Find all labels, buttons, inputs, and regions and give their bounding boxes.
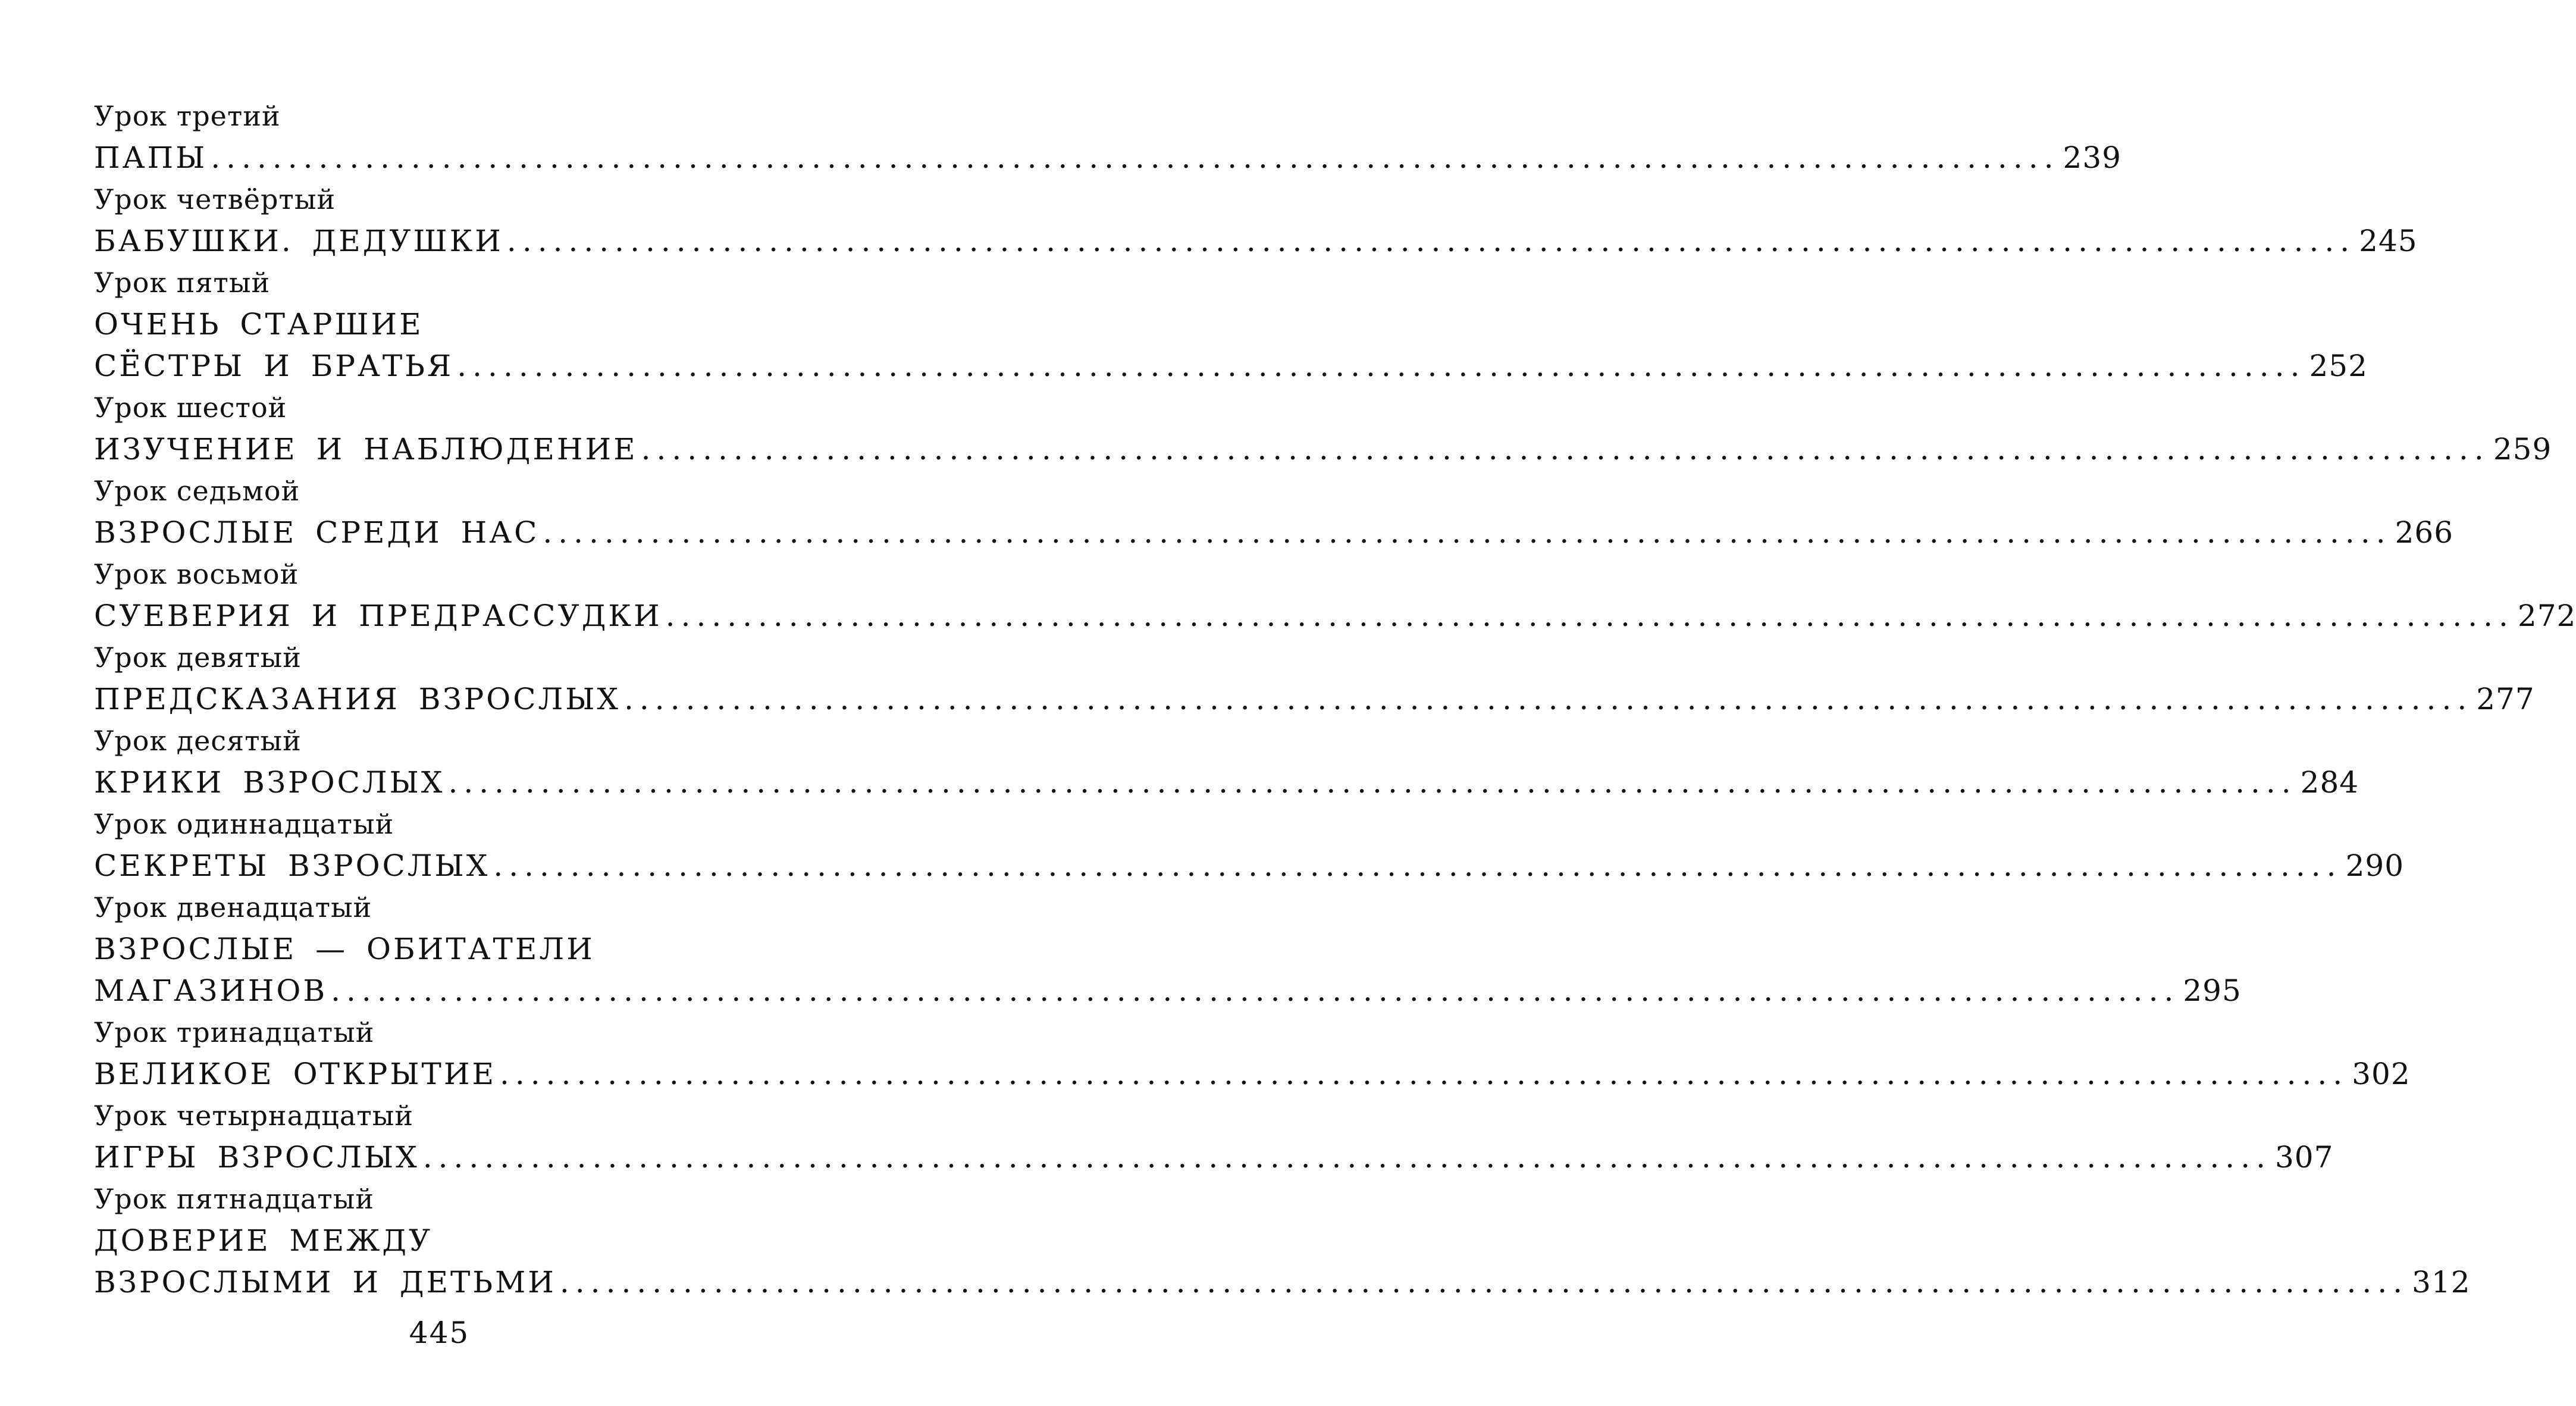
chapter-title: ВЗРОСЛЫЕ СРЕДИ НАС xyxy=(94,515,540,550)
chapter-title-line: ВЗРОСЛЫЕ — ОБИТАТЕЛИ xyxy=(94,932,595,966)
dot-leader: ........................................................................................................................ xyxy=(457,349,2306,383)
lesson-label: Урок седьмой xyxy=(94,475,300,507)
lesson-label: Урок шестой xyxy=(94,392,287,424)
chapter-title: КРИКИ ВЗРОСЛЫХ xyxy=(94,765,445,800)
chapter-title-row[interactable] xyxy=(94,220,2418,262)
chapter-page-number: 252 xyxy=(2309,349,2368,383)
dot-leader: ........................................................................................................................ xyxy=(331,973,2180,1008)
chapter-title: СЕКРЕТЫ ВЗРОСЛЫХ xyxy=(94,848,490,883)
chapter-title: ПРЕДСКАЗАНИЯ ВЗРОСЛЫХ xyxy=(94,682,621,716)
lesson-label: Урок одиннадцатый xyxy=(94,808,394,840)
toc-entry xyxy=(94,470,2454,553)
lesson-label: Урок двенадцатый xyxy=(94,891,372,923)
toc-entry xyxy=(94,637,2535,720)
dot-leader: ........................................................................................................................ xyxy=(559,1265,2409,1299)
chapter-page-number: 277 xyxy=(2476,682,2535,716)
lesson-label: Урок девятый xyxy=(94,641,302,674)
lesson-label: Урок десятый xyxy=(94,725,302,757)
chapter-page-number: 284 xyxy=(2300,765,2359,800)
toc-entry xyxy=(94,179,2418,262)
toc-entry xyxy=(94,387,2552,470)
chapter-title-row[interactable] xyxy=(94,428,2552,470)
chapter-title: СУЕВЕРИЯ И ПРЕДРАССУДКИ xyxy=(94,599,662,633)
toc-entry xyxy=(94,553,2576,637)
chapter-title: БАБУШКИ. ДЕДУШКИ xyxy=(94,224,503,258)
toc-entry xyxy=(94,1178,2471,1303)
lesson-label: Урок восьмой xyxy=(94,558,299,590)
chapter-title: ВЗРОСЛЫМИ И ДЕТЬМИ xyxy=(94,1265,556,1299)
chapter-page-number: 266 xyxy=(2395,515,2454,550)
chapter-title-line: ДОВЕРИЕ МЕЖДУ xyxy=(94,1223,433,1258)
toc-entry xyxy=(94,1095,2334,1178)
chapter-title-row[interactable] xyxy=(94,137,2121,179)
table-of-contents xyxy=(94,95,2576,1303)
chapter-title-row[interactable] xyxy=(94,845,2405,887)
toc-entry xyxy=(94,720,2359,803)
chapter-page-number: 290 xyxy=(2345,848,2405,883)
chapter-title-row[interactable] xyxy=(94,512,2454,553)
chapter-page-number: 245 xyxy=(2359,224,2418,258)
dot-leader: ........................................................................................................................ xyxy=(211,140,2060,175)
chapter-page-number: 239 xyxy=(2063,140,2121,175)
lesson-label: Урок пятый xyxy=(94,267,271,299)
toc-entry xyxy=(94,262,2368,387)
dot-leader: ........................................................................................................................ xyxy=(543,515,2392,550)
chapter-page-number: 302 xyxy=(2352,1057,2411,1091)
lesson-label: Урок четырнадцатый xyxy=(94,1100,414,1132)
chapter-title-row[interactable] xyxy=(94,1136,2334,1178)
dot-leader: ........................................................................................................................ xyxy=(624,682,2473,716)
dot-leader: ........................................................................................................................ xyxy=(665,599,2514,633)
dot-leader: ........................................................................................................................ xyxy=(499,1057,2349,1091)
dot-leader: ........................................................................................................................ xyxy=(641,432,2490,466)
chapter-title-row[interactable] xyxy=(94,1261,2471,1303)
chapter-title: ИЗУЧЕНИЕ И НАБЛЮДЕНИЕ xyxy=(94,432,638,466)
chapter-title: ВЕЛИКОЕ ОТКРЫТИЕ xyxy=(94,1057,496,1091)
page-number: 445 xyxy=(409,1316,470,1350)
toc-entry xyxy=(94,887,2242,1012)
chapter-page-number: 307 xyxy=(2274,1140,2334,1175)
chapter-title-row[interactable] xyxy=(94,1053,2411,1095)
toc-entry xyxy=(94,803,2405,887)
chapter-title: ПАПЫ xyxy=(94,140,208,175)
chapter-title: МАГАЗИНОВ xyxy=(94,973,328,1008)
chapter-title: ИГРЫ ВЗРОСЛЫХ xyxy=(94,1140,419,1175)
chapter-page-number: 295 xyxy=(2183,973,2242,1008)
chapter-page-number: 272 xyxy=(2517,599,2576,633)
lesson-label: Урок третий xyxy=(94,100,281,132)
chapter-title-row[interactable] xyxy=(94,678,2535,720)
dot-leader: ........................................................................................................................ xyxy=(422,1140,2271,1175)
chapter-title: СЁСТРЫ И БРАТЬЯ xyxy=(94,349,454,383)
chapter-page-number: 259 xyxy=(2493,432,2552,466)
lesson-label: Урок четвёртый xyxy=(94,183,336,215)
lesson-label: Урок тринадцатый xyxy=(94,1016,375,1048)
lesson-label: Урок пятнадцатый xyxy=(94,1183,375,1215)
chapter-page-number: 312 xyxy=(2412,1265,2471,1299)
dot-leader: ........................................................................................................................ xyxy=(506,224,2356,258)
chapter-title-row[interactable] xyxy=(94,762,2359,803)
toc-entry xyxy=(94,1012,2411,1095)
chapter-title-row[interactable] xyxy=(94,345,2368,387)
chapter-title-row[interactable] xyxy=(94,970,2242,1012)
dot-leader: ........................................................................................................................ xyxy=(448,765,2297,800)
dot-leader: ........................................................................................................................ xyxy=(493,848,2342,883)
chapter-title-row[interactable] xyxy=(94,595,2576,637)
chapter-title-line: ОЧЕНЬ СТАРШИЕ xyxy=(94,307,424,342)
toc-entry xyxy=(94,95,2121,179)
